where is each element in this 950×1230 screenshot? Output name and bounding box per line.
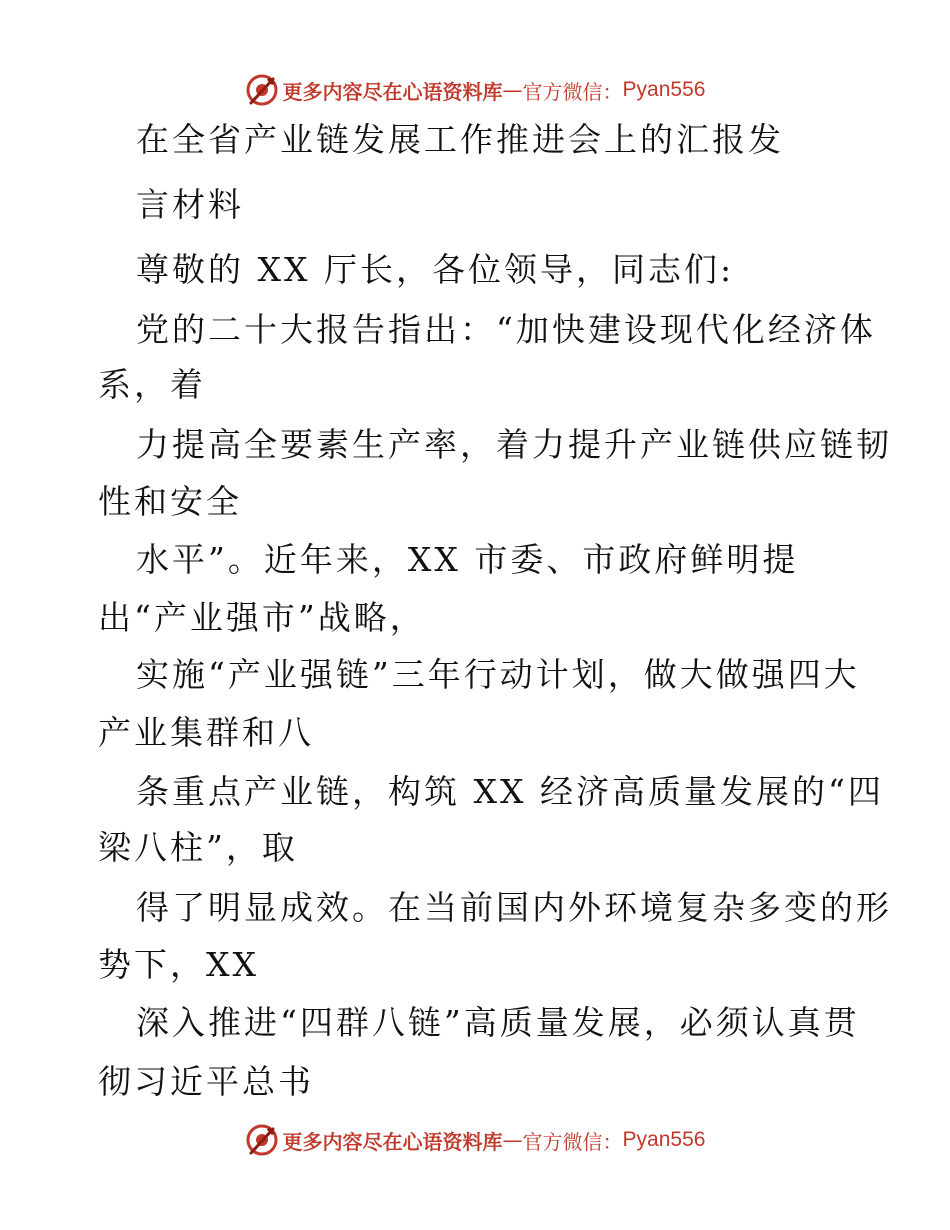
banner-wechat-id: Pyan556	[622, 78, 706, 101]
text-line: 深入推进“四群八链”高质量发展，必须认真贯	[136, 1003, 860, 1042]
text-line: 系，着	[98, 365, 206, 404]
banner-official-label: 官方微信：	[522, 79, 623, 104]
pen-logo-icon	[245, 73, 279, 107]
text-line: 得了明显成效。在当前国内外环境复杂多变的形	[136, 888, 892, 927]
header-watermark-banner	[0, 70, 950, 110]
footer-watermark-banner	[0, 1120, 950, 1160]
banner-main-text: 更多内容尽在心语资料库	[282, 1129, 503, 1154]
text-line: 出“产业强市”战略，	[98, 598, 426, 637]
text-line: 梁八柱”，取	[98, 828, 298, 867]
banner-main-text: 更多内容尽在心语资料库	[282, 79, 503, 104]
text-line: 势下，XX	[98, 945, 259, 984]
text-line: 彻习近平总书	[98, 1062, 314, 1101]
pen-logo-icon	[245, 1123, 279, 1157]
banner-separator: —	[502, 78, 523, 102]
text-line: 在全省产业链发展工作推进会上的汇报发	[136, 120, 784, 159]
text-line: 产业集群和八	[98, 713, 314, 752]
text-line: 言材料	[136, 185, 244, 224]
text-line: 尊敬的 XX 厅长，各位领导，同志们:	[136, 250, 735, 289]
text-line: 实施“产业强链”三年行动计划，做大做强四大	[136, 655, 860, 694]
text-line: 性和安全	[98, 482, 242, 521]
text-line: 党的二十大报告指出：“加快建设现代化经济体	[136, 310, 876, 349]
banner-official-label: 官方微信：	[522, 1129, 623, 1154]
text-line: 条重点产业链，构筑 XX 经济高质量发展的“四	[136, 772, 884, 811]
banner-wechat-id: Pyan556	[622, 1128, 706, 1151]
text-line: 水平”。近年来，XX 市委、市政府鲜明提	[136, 540, 799, 579]
text-line: 力提高全要素生产率，着力提升产业链供应链韧	[136, 425, 892, 464]
banner-separator: —	[502, 1128, 523, 1152]
